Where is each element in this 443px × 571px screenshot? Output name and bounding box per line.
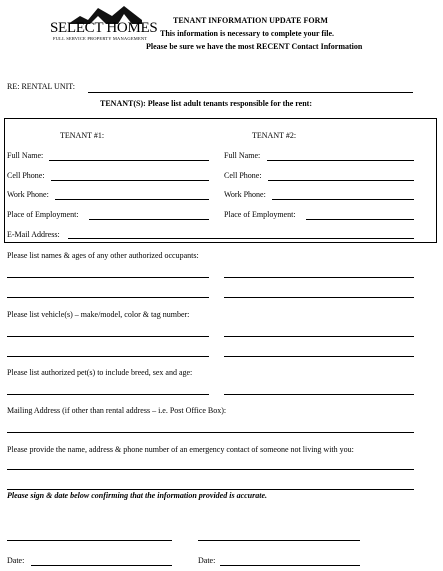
pets-field-2[interactable]	[224, 394, 414, 395]
tenant2-heading: TENANT #2:	[252, 131, 297, 140]
t1-cell-phone-field[interactable]	[51, 180, 209, 181]
logo-name: SELECT HOMES	[50, 20, 158, 36]
emergency-field-1[interactable]	[7, 469, 414, 470]
t1-employment-field[interactable]	[89, 219, 209, 220]
mailing-field[interactable]	[7, 432, 414, 433]
occupants-field-2[interactable]	[224, 277, 414, 278]
t2-full-name-field[interactable]	[267, 160, 414, 161]
t2-cell-phone-label: Cell Phone:	[224, 171, 262, 180]
emergency-label: Please provide the name, address & phone number of an emergency contact of someone not living with you:	[7, 445, 354, 454]
header-line-3: Please be sure we have the most RECENT Contact Information	[146, 42, 363, 51]
sign-instruction: Please sign & date below confirming that the information provided is accurate.	[7, 491, 268, 500]
pets-field-1[interactable]	[7, 394, 209, 395]
header-line-2: This information is necessary to complete your file.	[160, 29, 335, 38]
t1-work-phone-field[interactable]	[55, 199, 209, 200]
rental-unit-field[interactable]	[88, 92, 413, 93]
t1-full-name-label: Full Name:	[7, 151, 44, 160]
occupants-label: Please list names & ages of any other authorized occupants:	[7, 251, 199, 260]
mailing-label: Mailing Address (if other than rental address – i.e. Post Office Box):	[7, 406, 227, 415]
signature-field-1[interactable]	[7, 540, 172, 541]
occupants-field-3[interactable]	[7, 297, 209, 298]
signature-field-2[interactable]	[198, 540, 360, 541]
email-label: E-Mail Address:	[7, 230, 60, 239]
logo-tagline: FULL SERVICE PROPERTY MANAGEMENT	[53, 36, 148, 41]
t2-employment-field[interactable]	[306, 219, 414, 220]
emergency-field-2[interactable]	[7, 489, 414, 490]
rental-unit-label: RE: RENTAL UNIT:	[7, 82, 75, 91]
pets-label: Please list authorized pet(s) to include breed, sex and age:	[7, 368, 193, 377]
vehicles-field-2[interactable]	[224, 336, 414, 337]
t2-cell-phone-field[interactable]	[268, 180, 414, 181]
t2-employment-label: Place of Employment:	[224, 210, 296, 219]
occupants-field-1[interactable]	[7, 277, 209, 278]
t1-full-name-field[interactable]	[49, 160, 209, 161]
vehicles-field-3[interactable]	[7, 356, 209, 357]
vehicles-label: Please list vehicle(s) – make/model, color & tag number:	[7, 310, 190, 319]
vehicles-field-4[interactable]	[224, 356, 414, 357]
tenants-heading: TENANT(S): Please list adult tenants responsible for the rent:	[100, 99, 312, 108]
t2-work-phone-label: Work Phone:	[224, 190, 266, 199]
date-field-1[interactable]	[31, 565, 172, 566]
vehicles-field-1[interactable]	[7, 336, 209, 337]
date-label-1: Date:	[7, 556, 25, 565]
occupants-field-4[interactable]	[224, 297, 414, 298]
form-title: TENANT INFORMATION UPDATE FORM	[173, 16, 328, 25]
t1-employment-label: Place of Employment:	[7, 210, 79, 219]
t2-full-name-label: Full Name:	[224, 151, 261, 160]
t1-cell-phone-label: Cell Phone:	[7, 171, 45, 180]
email-field[interactable]	[68, 238, 414, 239]
t1-work-phone-label: Work Phone:	[7, 190, 49, 199]
date-label-2: Date:	[198, 556, 216, 565]
tenant1-heading: TENANT #1:	[60, 131, 105, 140]
date-field-2[interactable]	[220, 565, 360, 566]
t2-work-phone-field[interactable]	[272, 199, 414, 200]
